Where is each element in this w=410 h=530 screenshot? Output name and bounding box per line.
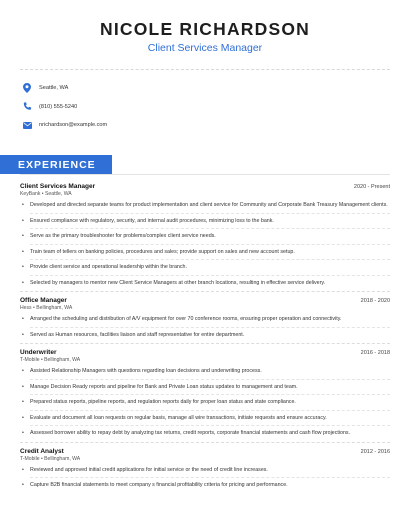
- job-company: Hess • Bellingham, WA: [20, 305, 73, 311]
- job-entry: [20, 448, 390, 490]
- bullet-divider: [30, 425, 390, 426]
- contact-email[interactable]: [22, 116, 410, 135]
- contact-email-text[interactable]: nrichardson@example.com: [39, 122, 108, 129]
- bullet-divider: [30, 259, 390, 260]
- job-title: Office Manager: [20, 297, 67, 304]
- bullet-item: • Provide client service and operational leadership within the branch.: [22, 264, 187, 270]
- job-divider: [20, 343, 390, 344]
- bullet-item: • Prepared status reports, pipeline reports, and regulation reports daily for proper loan status and state compliance.: [22, 399, 296, 405]
- bullet-divider: [30, 327, 390, 328]
- bullet-item: • Developed and directed separate teams for product implementation and client service for Community and Corporate Bank Treasury Management clients.: [22, 202, 388, 208]
- job-dates: 2016 - 2018: [360, 350, 390, 356]
- resume-header: [0, 0, 410, 55]
- contact-list: [0, 70, 410, 152]
- job-company: T-Mobile • Bellingham, WA: [20, 455, 81, 462]
- job-divider: [20, 442, 390, 443]
- bullet-item: • Train team of tellers on banking policies, procedures and sales; provide support on sales and new account setup.: [22, 248, 295, 255]
- experience-list: [0, 183, 410, 490]
- bullet-item: • Serve as the primary troubleshooter for problems/complex client service needs.: [22, 233, 216, 239]
- bullet-divider: [30, 477, 390, 478]
- job-company: KeyBank • Seattle, WA: [20, 191, 72, 197]
- job-entry: [20, 349, 390, 438]
- job-title: Underwriter: [20, 349, 57, 356]
- bullet-item: • Selected by managers to mentor new Client Service Managers at other branch locations, resulting in effective service delivery.: [22, 279, 326, 286]
- bullet-divider: [30, 275, 390, 276]
- job-bullets: [20, 466, 390, 490]
- candidate-name: NICOLE RICHARDSON: [100, 19, 310, 39]
- job-bullets: [20, 367, 390, 438]
- contact-phone: [22, 98, 410, 117]
- candidate-title: Client Services Manager: [147, 42, 263, 54]
- job-bullets: [20, 201, 390, 287]
- bullet-divider: [30, 244, 390, 245]
- location-pin-icon: [22, 83, 32, 93]
- bullet-item: • Reviewed and approved initial credit applications for initial service or the need of credit line increases.: [22, 466, 268, 473]
- job-title: Credit Analyst: [20, 447, 64, 455]
- section-divider: [20, 174, 390, 175]
- contact-location-text: Seattle, WA: [39, 85, 69, 92]
- job-dates: 2018 - 2020: [360, 298, 390, 304]
- job-entry: [20, 297, 390, 339]
- email-icon: [22, 120, 32, 130]
- bullet-item: • Evaluate and document all loan requests on regular basis, manage all wire transactions, initiate requests and ensure accuracy.: [22, 414, 327, 421]
- bullet-divider: [30, 213, 390, 214]
- section-title-experience: EXPERIENCE: [0, 155, 112, 174]
- job-dates: 2020 - Present: [353, 184, 390, 190]
- bullet-item: • Assisted Relationship Managers with questions regarding loan decisions and underwriting process.: [22, 368, 262, 374]
- contact-phone-text: (810) 555-5240: [39, 103, 78, 110]
- job-dates: 2012 - 2016: [360, 448, 390, 455]
- job-divider: [20, 291, 390, 292]
- job-bullets: [20, 315, 390, 339]
- bullet-divider: [30, 394, 390, 395]
- bullet-item: • Capture B2B financial statements to meet company s financial profitability criteria for pricing and performance.: [22, 482, 288, 488]
- bullet-item: • Arranged the scheduling and distribution of A/V equipment for over 70 conference rooms, ensuring proper operation and connectivity.: [22, 316, 342, 322]
- bullet-item: • Ensured compliance with regulatory, security, and internal audit procedures, minimizing loss to the bank.: [22, 217, 274, 224]
- job-company: T-Mobile • Bellingham, WA: [20, 357, 81, 363]
- contact-location: [22, 79, 410, 98]
- job-title: Client Services Manager: [20, 183, 96, 190]
- bullet-item: • Manage Decision Ready reports and pipeline for Bank and Private Loan status updates to management and team.: [22, 383, 298, 390]
- bullet-divider: [30, 410, 390, 411]
- bullet-divider: [30, 379, 390, 380]
- bullet-item: • Served as Human resources, facilities liaison and staff representative for entire department.: [22, 331, 245, 338]
- phone-icon: [22, 102, 32, 112]
- bullet-item: • Assessed borrower ability to repay debt by analyzing tax returns, credit reports, corporate financial statements and cash flow projections.: [22, 430, 351, 436]
- job-entry: [20, 183, 390, 287]
- bullet-divider: [30, 228, 390, 229]
